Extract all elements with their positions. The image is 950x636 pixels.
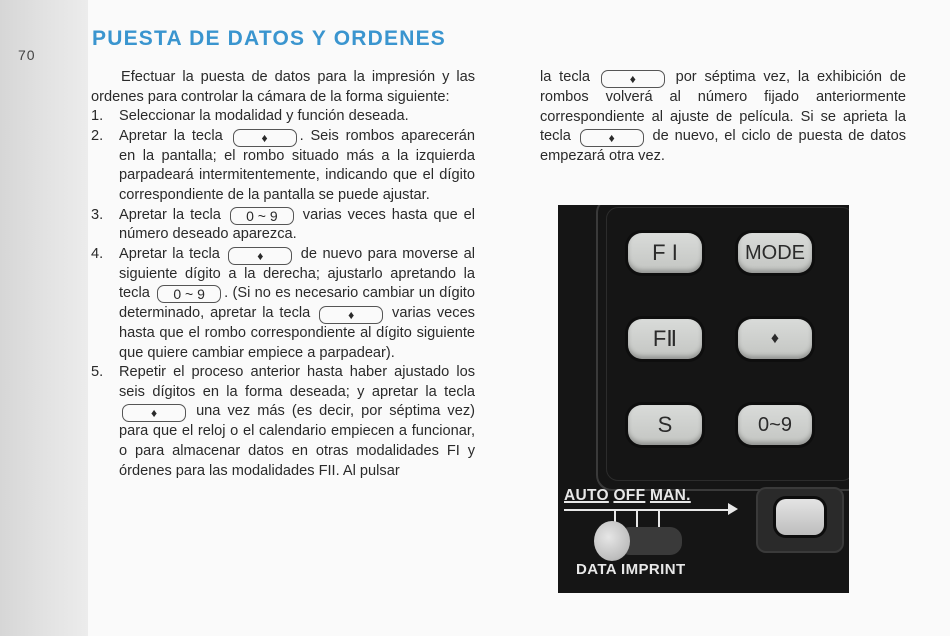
paragraph-text: de nuevo, el ciclo de puesta de datos empezará otra vez.	[540, 128, 906, 165]
continuation-paragraph	[540, 68, 906, 167]
digits-key-icon: 0 ~ 9	[230, 207, 294, 225]
imprint-button	[776, 499, 824, 535]
step-text: . (Si no es necesario cambiar un dígito determinado, apretar la tecla	[119, 285, 475, 321]
diamond-key-icon: ♦	[319, 306, 383, 324]
data-imprint-label: DATA IMPRINT	[576, 561, 686, 578]
camera-button-s: S	[628, 405, 702, 445]
switch-knob	[594, 521, 630, 561]
step-number: 3.	[91, 206, 104, 223]
diamond-key-icon: ♦	[122, 404, 186, 422]
steps-list	[91, 107, 475, 481]
step-text: Apretar la tecla	[119, 127, 223, 144]
step-number: 4.	[91, 245, 104, 262]
step-3	[91, 206, 475, 245]
mode-indicator-line	[564, 509, 734, 511]
right-column	[540, 68, 906, 167]
page-heading: PUESTA DE DATOS Y ORDENES	[92, 27, 447, 50]
diamond-key-icon: ♦	[580, 129, 644, 147]
diamond-key-icon: ♦	[228, 247, 292, 265]
camera-button-diamond: ♦	[738, 319, 812, 359]
step-4	[91, 245, 475, 363]
step-text: . Seis rombos aparecerán en la pantalla; el rombo situado más a la izquierda parpadeará intermitentemente, indicando que el dígito correspondiente de la pantalla se puede ajustar.	[119, 127, 475, 203]
mode-off-label: OFF	[613, 487, 646, 504]
paragraph-text: la tecla	[540, 69, 590, 85]
mode-switch-labels	[564, 487, 691, 505]
diamond-key-icon: ♦	[601, 70, 665, 88]
intro-paragraph: Efectuar la puesta de datos para la impresión y las ordenes para controlar la cámara de la forma siguiente:	[91, 69, 475, 105]
step-2	[91, 127, 475, 206]
arrow-right-icon	[728, 503, 738, 515]
step-text: Apretar la tecla	[119, 245, 220, 262]
page-number: 70	[18, 47, 36, 63]
step-1	[91, 107, 475, 127]
camera-data-back-photo	[558, 205, 849, 593]
step-number: 5.	[91, 364, 104, 381]
diamond-key-icon: ♦	[233, 129, 297, 147]
step-5	[91, 363, 475, 481]
step-text: Repetir el proceso anterior hasta haber ajustado los seis dígitos en la forma deseada; y apretar la tecla	[119, 364, 475, 400]
step-text: Apretar la tecla	[119, 206, 221, 223]
paragraph-text: por séptima vez, la exhibición de rombos volverá al número fijado anteriormente correspondiente al ajuste de película. Si se aprieta la tecla	[540, 69, 906, 145]
step-text: una vez más (es decir, por séptima vez) para que el reloj o el calendario empiecen a funcionar, o para almacenar datos en otras modalidades FI y órdenes para las modalidades FII. Al pulsar	[119, 403, 475, 479]
step-text: varias veces hasta que el rombo correspondiente al dígito siguiente que quiere cambiar empiece a parpadear).	[119, 304, 475, 361]
mode-tick-mark	[658, 509, 660, 529]
mode-auto-label: AUTO	[564, 487, 609, 504]
digits-key-icon: 0 ~ 9	[157, 285, 221, 303]
mode-man-label: MAN.	[649, 487, 691, 504]
mode-tick-mark	[636, 509, 638, 529]
camera-button-digits: 0~9	[738, 405, 812, 445]
page-margin-strip	[0, 0, 88, 636]
camera-button-fi: F I	[628, 233, 702, 273]
left-column	[91, 68, 475, 481]
camera-button-mode: MODE	[738, 233, 812, 273]
step-text: de nuevo para moverse al siguiente dígito a la derecha; ajustarlo apretando la tecla	[119, 245, 476, 302]
step-text: Seleccionar la modalidad y función deseada.	[119, 108, 409, 125]
step-text: varias veces hasta que el número deseado aparezca.	[119, 206, 475, 243]
step-number: 1.	[91, 108, 104, 125]
step-number: 2.	[91, 127, 104, 144]
camera-button-fii: FⅡ	[628, 319, 702, 359]
